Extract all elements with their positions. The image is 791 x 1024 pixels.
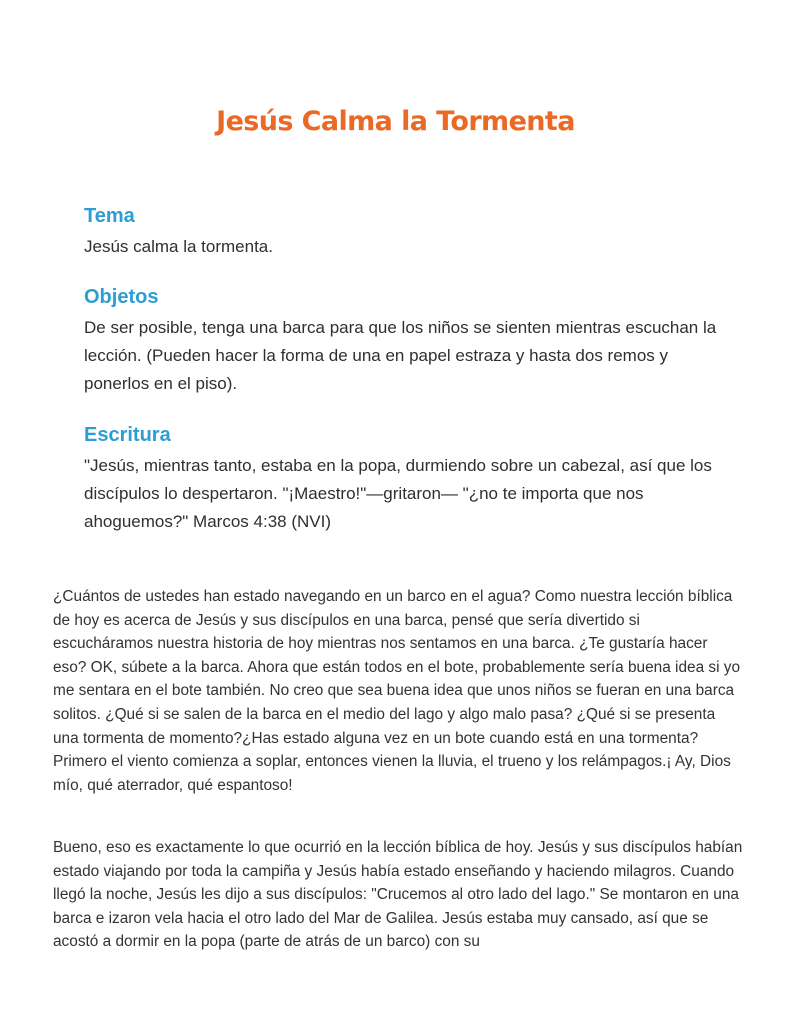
section-escritura: [84, 422, 724, 536]
section-tema: [84, 203, 724, 261]
page-title: Jesús Calma la Tormenta: [216, 106, 575, 137]
section-objetos: [84, 284, 724, 398]
section-heading-escritura: Escritura: [84, 424, 171, 446]
body-paragraph-1: ¿Cuántos de ustedes han estado navegando en un barco en el agua? Como nuestra lección bíblica de hoy es acerca de Jesús y sus discípulos en una barca, pensé que sería divertido si escucháramos nuestra historia de hoy mientras nos sentamos en una barca. ¿Te gustaría hacer eso? OK, súbete a la barca. Ahora que están todos en el bote, probablemente sería buena idea si yo me sentara en el bote también. No creo que sea buena idea que unos niños se fueran en una barca solitos. ¿Qué si se salen de la barca en el medio del lago y algo malo pasa? ¿Qué si se presenta una tormenta de momento?¿Has estado alguna vez en un bote cuando está en una tormenta? Primero el viento comienza a soplar, entonces vienen la lluvia, el trueno y los relámpagos.¡ Ay, Dios mío, qué aterrador, qué espantoso!: [53, 588, 741, 794]
body-paragraph-2: Bueno, eso es exactamente lo que ocurrió en la lección bíblica de hoy. Jesús y sus discípulos habían estado viajando por toda la campiña y Jesús había estado enseñando y haciendo milagros. Cuando llegó la noche, Jesús les dijo a sus discípulos: "Crucemos al otro lado del lago." Se montaron en una barca e izaron vela hacia el otro lado del Mar de Galilea. Jesús estaba muy cansado, así que se acostó a dormir en la popa (parte de atrás de un barco) con su: [53, 839, 743, 951]
section-body-tema: Jesús calma la tormenta.: [84, 237, 273, 256]
section-body-objetos: De ser posible, tenga una barca para que los niños se sienten mientras escuchan la lección. (Pueden hacer la forma de una en papel estraza y hasta dos remos y ponerlos en el piso).: [84, 318, 717, 393]
section-body-escritura: "Jesús, mientras tanto, estaba en la popa, durmiendo sobre un cabezal, así que los discípulos lo despertaron. "¡Maestro!"—gritaron— "¿no te importa que nos ahoguemos?" Marcos 4:38 (NVI): [84, 456, 712, 531]
section-heading-objetos: Objetos: [84, 286, 159, 308]
section-heading-tema: Tema: [84, 205, 135, 227]
